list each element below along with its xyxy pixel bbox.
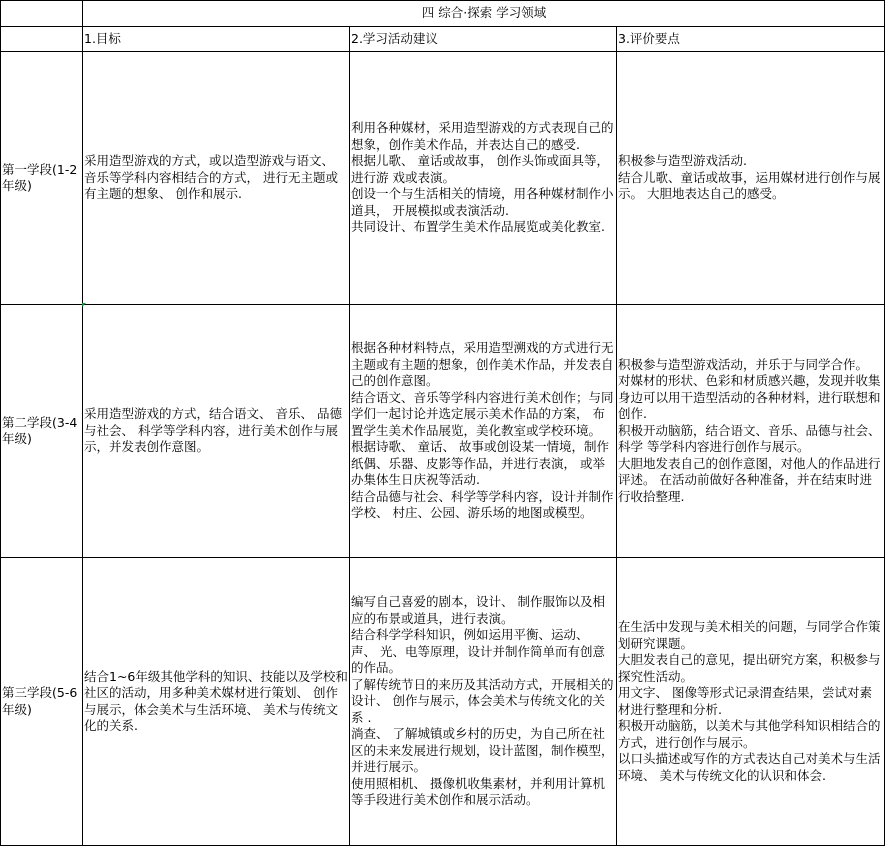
evaluation-item: 在生活中发现与美术相关的问题，与同学合作策划研究课题。 xyxy=(618,619,881,651)
evaluation-item: 大胆发表自己的意见，提出研究方案，积极参与探究性活动。 xyxy=(618,652,881,684)
activity-item: 使用照相机、 摄像机收集素材，并利用计算机等手段进行美术创作和展示活动。 xyxy=(351,775,605,808)
activity-item: 根据儿歌、 童话或故事， 创作头饰或面具等， 进行游 戏或表演。 xyxy=(351,153,609,185)
cell-comment-marker-icon[interactable] xyxy=(82,303,86,307)
section-title-row xyxy=(1,1,885,27)
corner-cell[interactable] xyxy=(1,1,83,27)
evaluation-item: 积极参与造型游戏活动. xyxy=(618,153,747,169)
stage-cell[interactable]: 第二学段(3-4年级) xyxy=(1,305,83,558)
stage-header-cell[interactable] xyxy=(1,27,83,52)
evaluation-item: 结合儿歌、童话或故事，运用媒材进行创作与展示。 大胆地表达自己的感受。 xyxy=(618,169,881,202)
evaluation-item: 对媒材的形状、色彩和材质感兴趣，发现并收集身边可以用干造型活动的各种材料，进行联想和创作. xyxy=(618,373,881,422)
goal-cell[interactable]: 采用造型游戏的方式，结合语文、 音乐、 品德与社会、 科学等学科内容，进行美术创作与展示，并发表创作意图。 xyxy=(83,305,350,558)
evaluation-cell[interactable] xyxy=(617,52,885,305)
activity-item: 淌查、 了解城镇或乡村的历史，为自己所在社区的未来发展进行规划，设计蓝图，制作模型，并进行展示。 xyxy=(351,726,614,775)
section-title[interactable]: 四 综合·探索 学习领域 xyxy=(83,1,885,27)
column-header-row xyxy=(1,27,885,52)
evaluation-item: 积极开动脑筋，以美术与其他学科知识相结合的方式，进行创作与展示。 xyxy=(618,718,881,750)
goal-cell[interactable]: 采用造型游戏的方式，或以造型游戏与语文、 音乐等学科内容相结合的方式， 进行无主题或有主题的想象、 创作和展示. xyxy=(83,52,350,305)
activities-cell[interactable] xyxy=(350,52,617,305)
table-row xyxy=(1,305,885,558)
table-row xyxy=(1,558,885,846)
table-row xyxy=(1,52,885,305)
activity-item: 结合品德与社会、科学等学科内容，设计并制作学校、 村庄、公园、游乐场的地图或模型。 xyxy=(351,488,614,521)
evaluation-item: 大胆地发表自己的创作意图，对他人的作品进行评述。 在活动前做好各种准备，并在结束时进行收拾整理. xyxy=(618,455,881,504)
activity-item: 创设一个与生活相关的情境，用各种媒材制作小道具， 开展模拟或表演活动. xyxy=(351,186,614,218)
evaluation-item: 以口头描述或写作的方式表达自己对美术与生活环境、 美术与传统文化的认识和体会. xyxy=(618,751,881,783)
activity-item: 共同设计、布置学生美术作品展览或美化教室. xyxy=(351,219,605,235)
evaluation-item: 用文字、 图像等形式记录渭查结果，尝试对素材进行整理和分析. xyxy=(618,685,872,717)
evaluation-cell[interactable] xyxy=(617,305,885,558)
evaluation-item: 积极开动脑筋，结合语文、音乐、品德与社会、科学 等学科内容进行创作与展示。 xyxy=(618,422,881,455)
goal-column-header[interactable]: 1.目标 xyxy=(83,27,350,52)
stage-cell[interactable]: 第三学段(5-6年级) xyxy=(1,558,83,846)
activities-column-header[interactable]: 2.学习活动建议 xyxy=(350,27,617,52)
activities-cell[interactable] xyxy=(350,305,617,558)
activity-item: 编写自己喜爱的剧本，设计、 制作服饰以及相应的布景或道具，进行表演。 xyxy=(351,594,605,626)
activity-item: 结合科学学科知识，例如运用平衡、运动、 声、 光、电等原理，设计并制作简单而有创意的作品。 xyxy=(351,627,605,676)
activities-cell[interactable] xyxy=(350,558,617,846)
evaluation-cell[interactable] xyxy=(617,558,885,846)
evaluation-column-header[interactable]: 3.评价要点 xyxy=(617,27,885,52)
evaluation-item: 积极参与造型游戏活动，并乐于与同学合作。 xyxy=(618,356,869,372)
stage-cell[interactable]: 第一学段(1-2年级) xyxy=(1,52,83,305)
activity-item: 利用各种媒材，采用造型游戏的方式表现自己的想象，创作美术作品，并表达自己的感受. xyxy=(351,120,614,152)
activity-item: 结合语文、音乐等学科内容进行美术创作；与同学们一起讨论并选定展示美术作品的方案， 布置学生美术作品展览，美化教室或学校环境。 xyxy=(351,389,614,438)
activity-item: 根据诗歌、 童话、 故事或创设某一情境，制作纸偶、乐器、皮影等作品，并进行表演， 或举办集体生日庆祝等活动. xyxy=(351,439,609,488)
activity-item: 根据各种材料特点，采用造型溯戏的方式进行无主题或有主题的想象，创作美术作品，并发表自己的创作意图。 xyxy=(351,340,614,389)
goal-cell[interactable]: 结合1~6年级其他学科的知识、技能以及学校和社区的活动，用多种美术媒材进行策划、 创作与展示，体会美术与生活环境、 美术与传统文化的关系. xyxy=(83,558,350,846)
activity-item: 了解传统节日的来历及其活动方式，开展相关的设计、 创作与展示，体会美术与传统文化的关系 . xyxy=(351,676,614,725)
